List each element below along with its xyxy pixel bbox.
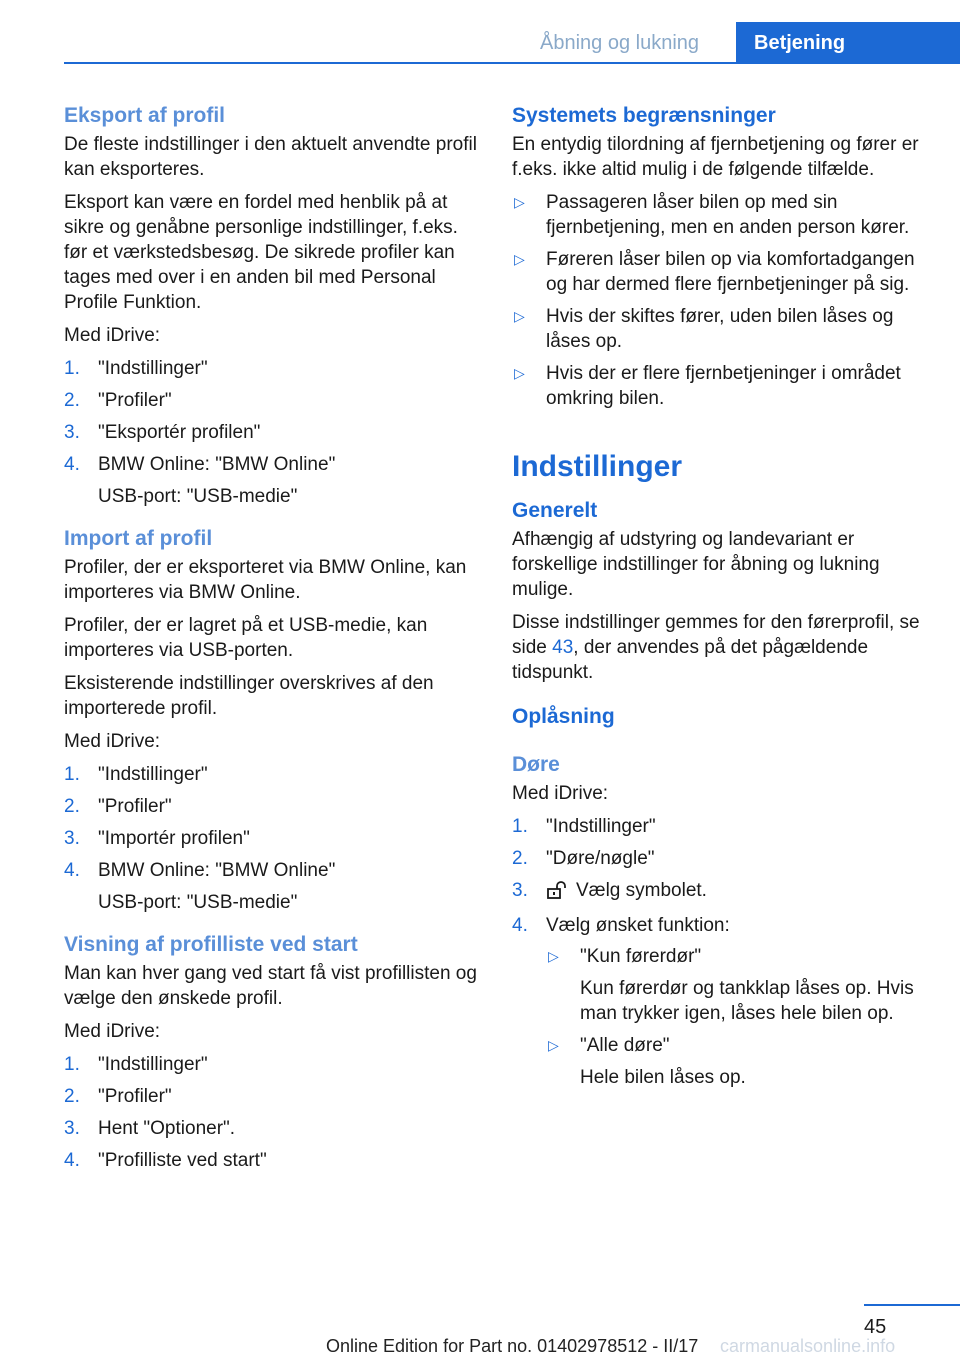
list-item: 4. "Profilliste ved start" (64, 1150, 267, 1171)
import-title: Import af profil (64, 527, 213, 550)
list-item: 4. BMW Online: "BMW Online" USB-port: "USB-medie" (64, 860, 336, 913)
left-column (64, 100, 480, 1183)
doors-p1: Med iDrive: (512, 783, 609, 804)
general-p1: Afhængig af udstyring og landevariant er forskellige indstillinger for åbning og lukning mulige. (512, 529, 880, 600)
list-item: ▷ Passageren låser bilen op med sin fjernbetjening, men en anden person kører. (514, 192, 910, 238)
header-section: Åbning og lukning (540, 32, 700, 54)
startlist-steps (64, 1052, 480, 1173)
list-item: 2. "Profiler" (64, 1086, 172, 1107)
import-steps (64, 762, 480, 915)
list-item: 2. "Profiler" (64, 796, 172, 817)
door-options (546, 944, 928, 1090)
list-item: 4. Vælg ønsket funktion: ▷ "Kun førerdør" Kun førerdør og tankklap låses op. Hvis man trykker igen, låses hele bilen op. ▷ "Alle døre" Hele bilen låses op. (512, 913, 928, 1090)
startlist-p1: Man kan hver gang ved start få vist profillisten og vælge den ønskede profil. (64, 963, 477, 1009)
export-steps (64, 356, 480, 509)
list-item: 1. "Indstillinger" (512, 816, 656, 837)
general-p2: Disse indstillinger gemmes for den førerprofil, se side 43, der anvendes på det pågældende tidspunkt. (512, 612, 920, 683)
limits-title: Systemets begrænsninger (512, 104, 776, 127)
list-item: 2. "Døre/nøgle" (512, 848, 655, 869)
startlist-p2: Med iDrive: (64, 1021, 161, 1042)
list-item: 2. "Profiler" (64, 390, 172, 411)
header-rule (64, 62, 960, 64)
export-p2: Eksport kan være en fordel med henblik på at sikre og genåbne personlige indstillinger, f.eks. før et værkstedsbesøg. De sikrede profiler kan tages med over i en anden bil med Personal Profile Funktion. (64, 192, 458, 313)
header-chapter-tab: Betjening (736, 22, 960, 62)
export-p1: De fleste indstillinger i den aktuelt anvendte profil kan eksporteres. (64, 134, 477, 180)
list-item: 3. Hent "Optioner". (64, 1118, 236, 1139)
right-column (512, 100, 928, 1100)
export-title: Eksport af profil (64, 104, 226, 127)
list-item: ▷ Føreren låser bilen op via komfortadgangen og har dermed flere fjernbetjeninger på sig. (514, 249, 915, 295)
startlist-title: Visning af profilliste ved start (64, 933, 358, 956)
settings-title: Indstillinger (512, 450, 683, 483)
list-item: 1. "Indstillinger" (64, 764, 208, 785)
page-number: 45 (864, 1316, 887, 1338)
footer-rule (864, 1304, 960, 1306)
import-p1: Profiler, der er eksporteret via BMW Online, kan importeres via BMW Online. (64, 557, 467, 603)
list-item: 3. "Importér profilen" (64, 828, 250, 849)
general-title: Generelt (512, 499, 598, 522)
list-item: ▷ "Alle døre" Hele bilen låses op. (548, 1035, 746, 1088)
list-item: 4. BMW Online: "BMW Online" USB-port: "USB-medie" (64, 454, 336, 507)
watermark: carmanualsonline.info (720, 1336, 896, 1356)
list-item: 3. Vælg symbolet. (512, 878, 928, 906)
list-item: ▷ Hvis der er flere fjernbetjeninger i området omkring bilen. (514, 363, 901, 409)
doors-title: Døre (512, 753, 560, 776)
list-item: 3. "Eksportér profilen" (64, 422, 261, 443)
page-link[interactable]: 43 (552, 637, 574, 658)
import-p2: Profiler, der er lagret på et USB-medie, kan importeres via USB-porten. (64, 615, 428, 661)
import-p3: Eksisterende indstillinger overskrives af den importerede profil. (64, 673, 434, 719)
list-item: ▷ Hvis der skiftes fører, uden bilen låses og låses op. (514, 306, 894, 352)
export-p3: Med iDrive: (64, 325, 161, 346)
list-item: 1. "Indstillinger" (64, 358, 208, 379)
list-item: ▷ "Kun førerdør" Kun førerdør og tankklap låses op. Hvis man trykker igen, låses hele bilen op. (548, 946, 914, 1024)
unlock-icon (546, 881, 568, 906)
limits-bullets (512, 190, 928, 411)
list-item: 1. "Indstillinger" (64, 1054, 208, 1075)
import-p4: Med iDrive: (64, 731, 161, 752)
unlock-title: Oplåsning (512, 705, 615, 728)
limits-p1: En entydig tilordning af fjernbetjening og fører er f.eks. ikke altid mulig i de følgende tilfælde. (512, 134, 919, 180)
edition-text: Online Edition for Part no. 01402978512 - II/17 (326, 1336, 699, 1356)
doors-steps (512, 814, 928, 1090)
